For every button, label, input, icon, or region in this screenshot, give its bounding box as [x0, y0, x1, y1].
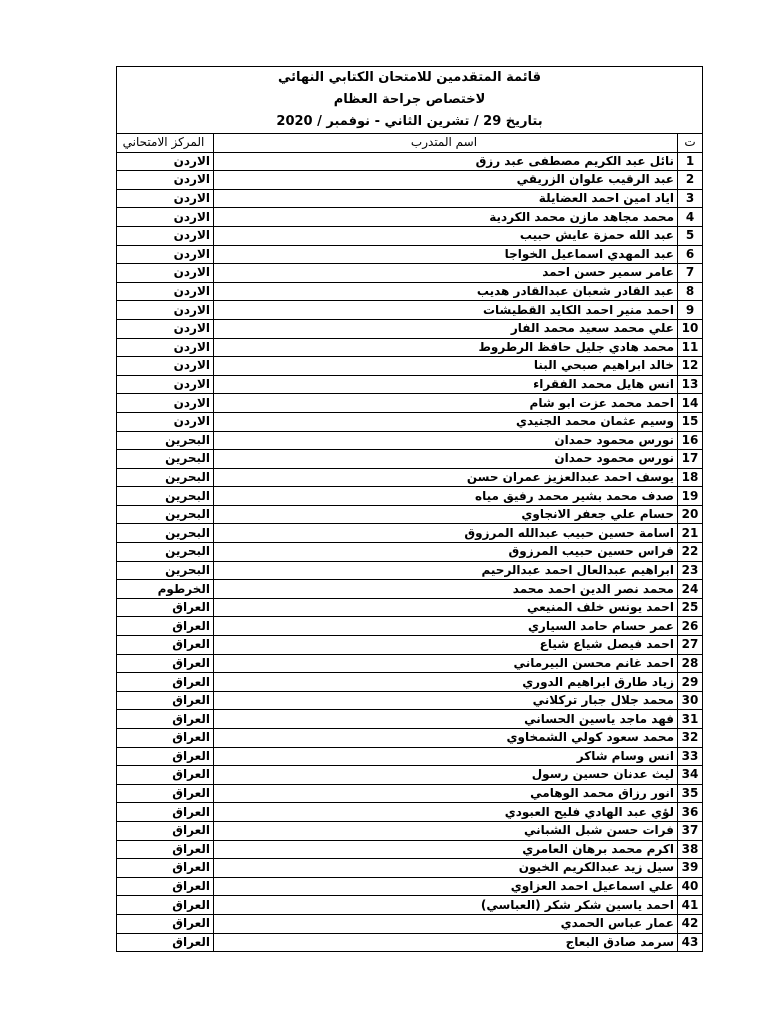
- exam-center: العراق: [117, 673, 214, 692]
- table-row: [117, 636, 703, 655]
- exam-center: الاردن: [117, 264, 214, 283]
- exam-center: الاردن: [117, 208, 214, 227]
- trainee-name: انس هايل محمد الفقراء: [214, 375, 678, 394]
- trainee-name: ابراهيم عبدالعال احمد عبدالرحيم: [214, 561, 678, 580]
- table-row: [117, 710, 703, 729]
- row-number: 4: [678, 208, 703, 227]
- table-header-row: [117, 134, 703, 153]
- row-number: 37: [678, 821, 703, 840]
- trainee-name: احمد غانم محسن البيرماني: [214, 654, 678, 673]
- trainee-name: عبد الله حمزة عايش حبيب: [214, 226, 678, 245]
- table-row: [117, 654, 703, 673]
- trainee-name: فهد ماجد ياسين الحساني: [214, 710, 678, 729]
- exam-center: البحرين: [117, 468, 214, 487]
- row-number: 28: [678, 654, 703, 673]
- table-row: [117, 171, 703, 190]
- row-number: 25: [678, 598, 703, 617]
- row-number: 20: [678, 505, 703, 524]
- exam-center: البحرين: [117, 505, 214, 524]
- table-row: [117, 580, 703, 599]
- exam-center: العراق: [117, 710, 214, 729]
- row-number: 31: [678, 710, 703, 729]
- row-number: 1: [678, 152, 703, 171]
- trainee-name: عمار عباس الحمدي: [214, 914, 678, 933]
- table-row: [117, 487, 703, 506]
- table-row: [117, 468, 703, 487]
- exam-center: البحرين: [117, 543, 214, 562]
- row-number: 5: [678, 226, 703, 245]
- trainee-name: نورس محمود حمدان: [214, 431, 678, 450]
- exam-center: العراق: [117, 617, 214, 636]
- table-row: [117, 803, 703, 822]
- table-row: [117, 543, 703, 562]
- table-row: [117, 691, 703, 710]
- table-row: [117, 226, 703, 245]
- row-number: 29: [678, 673, 703, 692]
- table-row: [117, 412, 703, 431]
- document-title: [116, 66, 703, 133]
- exam-center: الاردن: [117, 412, 214, 431]
- exam-center: العراق: [117, 598, 214, 617]
- exam-center: الاردن: [117, 319, 214, 338]
- exam-center: الاردن: [117, 338, 214, 357]
- exam-center: العراق: [117, 840, 214, 859]
- table-row: [117, 394, 703, 413]
- trainee-name: علي محمد سعيد محمد الفار: [214, 319, 678, 338]
- trainee-name: احمد فيصل شياع شياع: [214, 636, 678, 655]
- row-number: 15: [678, 412, 703, 431]
- trainee-name: محمد مجاهد مازن محمد الكردية: [214, 208, 678, 227]
- row-number: 21: [678, 524, 703, 543]
- exam-center: الاردن: [117, 375, 214, 394]
- trainee-name: عبد القادر شعبان عبدالقادر هديب: [214, 282, 678, 301]
- trainee-name: احمد محمد عزت ابو شام: [214, 394, 678, 413]
- exam-center: البحرين: [117, 524, 214, 543]
- exam-center: الاردن: [117, 171, 214, 190]
- exam-center: البحرين: [117, 487, 214, 506]
- table-row: [117, 673, 703, 692]
- exam-center: العراق: [117, 729, 214, 748]
- row-number: 30: [678, 691, 703, 710]
- row-number: 35: [678, 784, 703, 803]
- exam-center: البحرين: [117, 450, 214, 469]
- row-number: 2: [678, 171, 703, 190]
- trainee-name: فراس حسين حبيب المرزوق: [214, 543, 678, 562]
- row-number: 11: [678, 338, 703, 357]
- row-number: 32: [678, 729, 703, 748]
- row-number: 14: [678, 394, 703, 413]
- exam-center: العراق: [117, 784, 214, 803]
- table-row: [117, 840, 703, 859]
- trainee-name: محمد سعود كولي الشمخاوي: [214, 729, 678, 748]
- table-row: [117, 524, 703, 543]
- table-row: [117, 598, 703, 617]
- row-number: 33: [678, 747, 703, 766]
- table-row: [117, 152, 703, 171]
- table-row: [117, 208, 703, 227]
- row-number: 12: [678, 357, 703, 376]
- row-number: 18: [678, 468, 703, 487]
- title-line-2: لاختصاص جراحة العظام: [333, 92, 486, 107]
- row-number: 22: [678, 543, 703, 562]
- trainee-name: نورس محمود حمدان: [214, 450, 678, 469]
- row-number: 19: [678, 487, 703, 506]
- table-row: [117, 914, 703, 933]
- table-row: [117, 821, 703, 840]
- table-row: [117, 859, 703, 878]
- row-number: 40: [678, 877, 703, 896]
- exam-center: العراق: [117, 859, 214, 878]
- row-number: 39: [678, 859, 703, 878]
- table-row: [117, 766, 703, 785]
- trainee-name: زياد طارق ابراهيم الدوري: [214, 673, 678, 692]
- table-row: [117, 747, 703, 766]
- trainee-name: انور رزاق محمد الوهامي: [214, 784, 678, 803]
- trainee-name: علي اسماعيل احمد العزاوي: [214, 877, 678, 896]
- row-number: 8: [678, 282, 703, 301]
- row-number: 36: [678, 803, 703, 822]
- exam-center: العراق: [117, 747, 214, 766]
- exam-center: العراق: [117, 877, 214, 896]
- row-number: 6: [678, 245, 703, 264]
- trainee-name: خالد ابراهيم صبحي البنا: [214, 357, 678, 376]
- exam-center: الخرطوم: [117, 580, 214, 599]
- exam-center: الاردن: [117, 282, 214, 301]
- exam-center: العراق: [117, 636, 214, 655]
- row-number: 13: [678, 375, 703, 394]
- table-row: [117, 933, 703, 952]
- header-number: ت: [678, 134, 703, 153]
- row-number: 41: [678, 896, 703, 915]
- trainee-name: عمر حسام حامد السياري: [214, 617, 678, 636]
- trainee-name: ليث عدنان حسين رسول: [214, 766, 678, 785]
- exam-center: العراق: [117, 803, 214, 822]
- trainee-name: احمد ياسين شكر شكر (العباسي): [214, 896, 678, 915]
- table-row: [117, 561, 703, 580]
- table-row: [117, 338, 703, 357]
- title-line-1: قائمة المتقدمين للامتحان الكتابي النهائي: [278, 70, 541, 85]
- exam-center: الاردن: [117, 357, 214, 376]
- table-row: [117, 301, 703, 320]
- row-number: 26: [678, 617, 703, 636]
- trainee-name: انس وسام شاكر: [214, 747, 678, 766]
- table-row: [117, 319, 703, 338]
- header-trainee-name: اسم المتدرب: [214, 134, 678, 153]
- trainee-name: لؤي عبد الهادي فليح العبودي: [214, 803, 678, 822]
- table-row: [117, 431, 703, 450]
- trainee-name: احمد يونس خلف المنيعي: [214, 598, 678, 617]
- exam-center: العراق: [117, 896, 214, 915]
- exam-center: العراق: [117, 821, 214, 840]
- row-number: 27: [678, 636, 703, 655]
- exam-center: البحرين: [117, 431, 214, 450]
- trainee-name: وسيم عثمان محمد الجنيدي: [214, 412, 678, 431]
- exam-center: البحرين: [117, 561, 214, 580]
- exam-center: العراق: [117, 654, 214, 673]
- table-row: [117, 245, 703, 264]
- trainee-name: صدف محمد بشير محمد رفيق مياه: [214, 487, 678, 506]
- table-row: [117, 896, 703, 915]
- table-row: [117, 375, 703, 394]
- trainee-name: احمد منير احمد الكايد القطيشات: [214, 301, 678, 320]
- exam-center: الاردن: [117, 189, 214, 208]
- row-number: 9: [678, 301, 703, 320]
- row-number: 42: [678, 914, 703, 933]
- trainee-name: سرمد صادق البعاج: [214, 933, 678, 952]
- trainee-name: اياد امين احمد العضايلة: [214, 189, 678, 208]
- exam-center: الاردن: [117, 394, 214, 413]
- row-number: 7: [678, 264, 703, 283]
- exam-center: العراق: [117, 933, 214, 952]
- row-number: 23: [678, 561, 703, 580]
- title-line-3: بتاريخ 29 / تشرين الثاني - نوفمبر / 2020: [276, 114, 543, 129]
- table-row: [117, 189, 703, 208]
- exam-center: العراق: [117, 691, 214, 710]
- exam-center: الاردن: [117, 226, 214, 245]
- exam-center: الاردن: [117, 245, 214, 264]
- trainee-name: يوسف احمد عبدالعزيز عمران حسن: [214, 468, 678, 487]
- document-sheet: [116, 66, 703, 952]
- table-row: [117, 357, 703, 376]
- table-row: [117, 264, 703, 283]
- trainee-name: فرات حسن شبل الشباني: [214, 821, 678, 840]
- trainee-name: اكرم محمد برهان العامري: [214, 840, 678, 859]
- header-exam-center: المركز الامتحاني: [117, 134, 214, 153]
- table-row: [117, 282, 703, 301]
- trainee-name: محمد هادي جليل حافظ الرطروط: [214, 338, 678, 357]
- exam-center: الاردن: [117, 301, 214, 320]
- exam-center: العراق: [117, 914, 214, 933]
- table-body: [117, 152, 703, 952]
- table-row: [117, 877, 703, 896]
- table-row: [117, 505, 703, 524]
- table-row: [117, 450, 703, 469]
- candidates-table: [116, 133, 703, 952]
- trainee-name: حسام علي جعفر الانجاوي: [214, 505, 678, 524]
- row-number: 43: [678, 933, 703, 952]
- row-number: 17: [678, 450, 703, 469]
- row-number: 3: [678, 189, 703, 208]
- row-number: 10: [678, 319, 703, 338]
- row-number: 24: [678, 580, 703, 599]
- row-number: 16: [678, 431, 703, 450]
- trainee-name: سيل زيد عبدالكريم الخيون: [214, 859, 678, 878]
- trainee-name: محمد جلال جبار تركلاني: [214, 691, 678, 710]
- trainee-name: اسامة حسين حبيب عبدالله المرزوق: [214, 524, 678, 543]
- row-number: 38: [678, 840, 703, 859]
- exam-center: الاردن: [117, 152, 214, 171]
- trainee-name: عامر سمير حسن احمد: [214, 264, 678, 283]
- row-number: 34: [678, 766, 703, 785]
- trainee-name: نائل عبد الكريم مصطفى عبد رزق: [214, 152, 678, 171]
- trainee-name: محمد نصر الدين احمد محمد: [214, 580, 678, 599]
- trainee-name: عبد الرقيب علوان الزريقي: [214, 171, 678, 190]
- table-row: [117, 617, 703, 636]
- exam-center: العراق: [117, 766, 214, 785]
- trainee-name: عبد المهدي اسماعيل الخواجا: [214, 245, 678, 264]
- table-row: [117, 729, 703, 748]
- table-row: [117, 784, 703, 803]
